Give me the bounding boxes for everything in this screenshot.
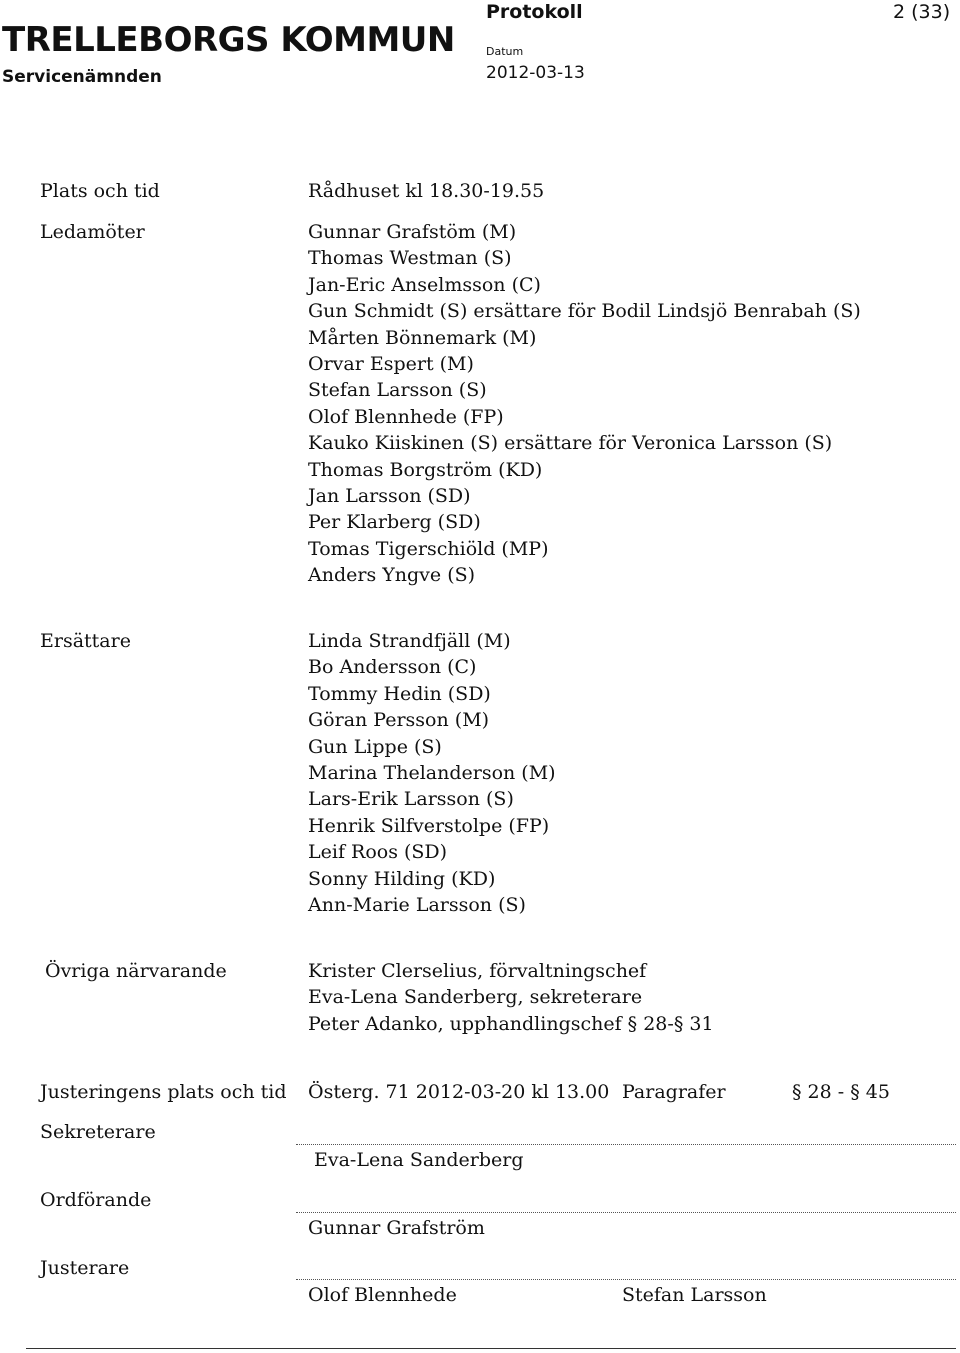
list-item: Anders Yngve (S) <box>308 564 476 587</box>
secretary-signature-line <box>296 1144 956 1145</box>
list-item: Göran Persson (M) <box>308 709 490 732</box>
organization-name: TRELLEBORGS KOMMUN <box>2 20 455 60</box>
date-value: 2012-03-13 <box>486 63 585 83</box>
page-number: 2 (33) <box>893 1 951 23</box>
chair-label: Ordförande <box>40 1189 152 1211</box>
list-item: Krister Clerselius, förvaltningschef <box>308 960 647 982</box>
list-item: Per Klarberg (SD) <box>308 511 481 534</box>
list-item: Orvar Espert (M) <box>308 352 474 375</box>
list-item: Henrik Silfverstolpe (FP) <box>308 814 550 837</box>
place-label: Plats och tid <box>40 180 160 202</box>
department-name: Servicenämnden <box>2 67 162 87</box>
members-label: Ledamöter <box>40 221 145 243</box>
others-list <box>308 958 714 1037</box>
list-item: Thomas Borgström (KD) <box>308 458 543 481</box>
secretary-name: Eva-Lena Sanderberg <box>314 1149 524 1171</box>
chair-signature-line <box>296 1212 956 1213</box>
list-item: Gunnar Grafstöm (M) <box>308 221 517 243</box>
others-label: Övriga närvarande <box>45 960 227 982</box>
list-item: Jan-Eric Anselmsson (C) <box>308 273 541 296</box>
adjustment-label: Justeringens plats och tid <box>40 1081 287 1103</box>
list-item: Sonny Hilding (KD) <box>308 867 496 890</box>
document-type: Protokoll <box>486 1 583 23</box>
footer-divider <box>26 1348 956 1349</box>
list-item: Gun Lippe (S) <box>308 735 442 758</box>
adjusters-label: Justerare <box>40 1257 130 1279</box>
paragraphs-value: § 28 - § 45 <box>792 1081 890 1103</box>
chair-name: Gunnar Grafström <box>308 1217 485 1239</box>
list-item: Thomas Westman (S) <box>308 247 512 270</box>
list-item: Eva-Lena Sanderberg, sekreterare <box>308 986 643 1009</box>
list-item: Jan Larsson (SD) <box>308 484 471 507</box>
members-list <box>308 219 861 588</box>
secretary-label: Sekreterare <box>40 1121 156 1143</box>
list-item: Tommy Hedin (SD) <box>308 682 491 705</box>
substitutes-label: Ersättare <box>40 630 131 652</box>
adjuster-1-name: Olof Blennhede <box>308 1284 457 1306</box>
list-item: Gun Schmidt (S) ersättare för Bodil Lindsjö Benrabah (S) <box>308 300 861 323</box>
list-item: Peter Adanko, upphandlingschef § 28-§ 31 <box>308 1012 714 1035</box>
list-item: Ann-Marie Larsson (S) <box>308 893 526 916</box>
list-item: Lars-Erik Larsson (S) <box>308 788 514 811</box>
list-item: Bo Andersson (C) <box>308 656 477 679</box>
list-item: Stefan Larsson (S) <box>308 379 487 402</box>
substitutes-list <box>308 628 556 918</box>
adjustment-value: Österg. 71 2012-03-20 kl 13.00 <box>308 1081 610 1103</box>
list-item: Marina Thelanderson (M) <box>308 761 556 784</box>
list-item: Tomas Tigerschiöld (MP) <box>308 537 549 560</box>
list-item: Mårten Bönnemark (M) <box>308 326 537 349</box>
list-item: Kauko Kiiskinen (S) ersättare för Veronica Larsson (S) <box>308 432 833 455</box>
list-item: Leif Roos (SD) <box>308 841 448 864</box>
adjusters-signature-line <box>296 1279 956 1280</box>
list-item: Olof Blennhede (FP) <box>308 405 504 428</box>
date-label: Datum <box>486 45 524 58</box>
place-value: Rådhuset kl 18.30-19.55 <box>308 180 545 202</box>
list-item: Linda Strandfjäll (M) <box>308 630 511 652</box>
adjuster-2-name: Stefan Larsson <box>622 1284 767 1306</box>
paragraphs-label: Paragrafer <box>622 1081 726 1103</box>
